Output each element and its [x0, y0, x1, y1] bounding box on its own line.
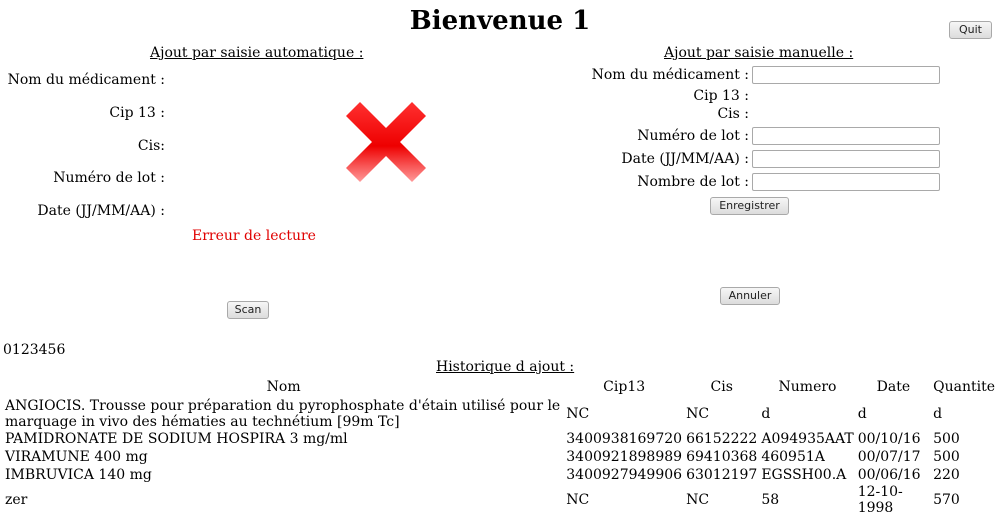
- cell-numero: A094935AAT: [761, 431, 854, 447]
- cell-quantite: 570: [933, 492, 960, 508]
- auto-section-heading: Ajout par saisie automatique :: [150, 45, 364, 61]
- cell-numero: d: [761, 406, 771, 422]
- col-numero: Numero: [778, 379, 837, 395]
- auto-cis-label: Cis:: [137, 138, 165, 154]
- cell-quantite: 500: [933, 431, 960, 447]
- cell-nom: ANGIOCIS. Trousse pour préparation du pyrophosphate d'étain utilisé pour le marquage in vivo des hématies au technétium [99m Tc]: [5, 398, 561, 430]
- manual-count-label: Nombre de lot :: [637, 174, 749, 190]
- cell-date: 00/07/17: [857, 449, 921, 465]
- cell-cis: 63012197: [686, 467, 758, 483]
- cell-cip13: NC: [566, 406, 590, 422]
- cell-quantite: 220: [933, 467, 960, 483]
- medication-name-input[interactable]: [752, 66, 940, 84]
- col-cip13: Cip13: [603, 379, 646, 395]
- cell-cip13: NC: [566, 492, 590, 508]
- manual-date-label: Date (JJ/MM/AA) :: [621, 151, 749, 167]
- cell-cis: NC: [686, 492, 710, 508]
- save-button[interactable]: Enregistrer: [710, 197, 789, 215]
- cell-date: 00/10/16: [857, 431, 921, 447]
- cell-nom: IMBRUVICA 140 mg: [5, 467, 152, 483]
- auto-date-label: Date (JJ/MM/AA) :: [37, 203, 165, 219]
- history-header-row: [3, 376, 997, 398]
- read-error-message: Erreur de lecture: [192, 228, 316, 244]
- auto-cip-label: Cip 13 :: [109, 105, 165, 121]
- col-cis: Cis: [710, 379, 733, 395]
- auto-lot-label: Numéro de lot :: [53, 170, 165, 186]
- cell-nom: VIRAMUNE 400 mg: [5, 449, 148, 465]
- cell-date: d: [857, 406, 867, 422]
- cell-numero: EGSSH00.A: [761, 467, 847, 483]
- date-input[interactable]: [752, 150, 940, 168]
- cell-cip13: 3400921898989: [566, 449, 683, 465]
- auto-name-label: Nom du médicament :: [7, 72, 165, 88]
- col-nom: Nom: [266, 379, 301, 395]
- table-row: [3, 430, 997, 448]
- table-row: [3, 466, 997, 484]
- cell-date: 00/06/16: [857, 467, 921, 483]
- scan-button[interactable]: Scan: [227, 301, 269, 319]
- cell-quantite: d: [933, 406, 943, 422]
- page-title: Bienvenue 1: [409, 6, 591, 36]
- cell-cip13: 3400927949906: [566, 467, 683, 483]
- cell-cis: 66152222: [686, 431, 758, 447]
- cell-nom: zer: [5, 492, 28, 508]
- manual-section-heading: Ajout par saisie manuelle :: [664, 45, 854, 61]
- cell-date: 12-10-1998: [857, 484, 903, 516]
- manual-lot-label: Numéro de lot :: [637, 128, 749, 144]
- col-date: Date: [876, 379, 911, 395]
- quit-button[interactable]: Quit: [949, 21, 992, 39]
- cell-cis: NC: [686, 406, 710, 422]
- scan-code: 0123456: [3, 342, 66, 358]
- cell-nom: PAMIDRONATE DE SODIUM HOSPIRA 3 mg/ml: [5, 431, 348, 447]
- history-heading: Historique d ajout :: [436, 359, 575, 375]
- cell-numero: 58: [761, 492, 780, 508]
- cell-numero: 460951A: [761, 449, 825, 465]
- table-row: [3, 448, 997, 466]
- cell-cip13: 3400938169720: [566, 431, 683, 447]
- lot-number-input[interactable]: [752, 127, 940, 145]
- manual-name-label: Nom du médicament :: [591, 67, 749, 83]
- col-quantite: Quantite: [933, 379, 995, 395]
- lot-count-input[interactable]: [752, 173, 940, 191]
- cell-cis: 69410368: [686, 449, 758, 465]
- table-row: [3, 484, 997, 516]
- red-x-icon: [346, 102, 426, 182]
- cell-quantite: 500: [933, 449, 960, 465]
- manual-cip-label: Cip 13 :: [693, 88, 749, 104]
- manual-cis-label: Cis :: [717, 106, 749, 122]
- table-row: [3, 398, 997, 430]
- cancel-button[interactable]: Annuler: [720, 287, 780, 305]
- history-table: [3, 376, 997, 516]
